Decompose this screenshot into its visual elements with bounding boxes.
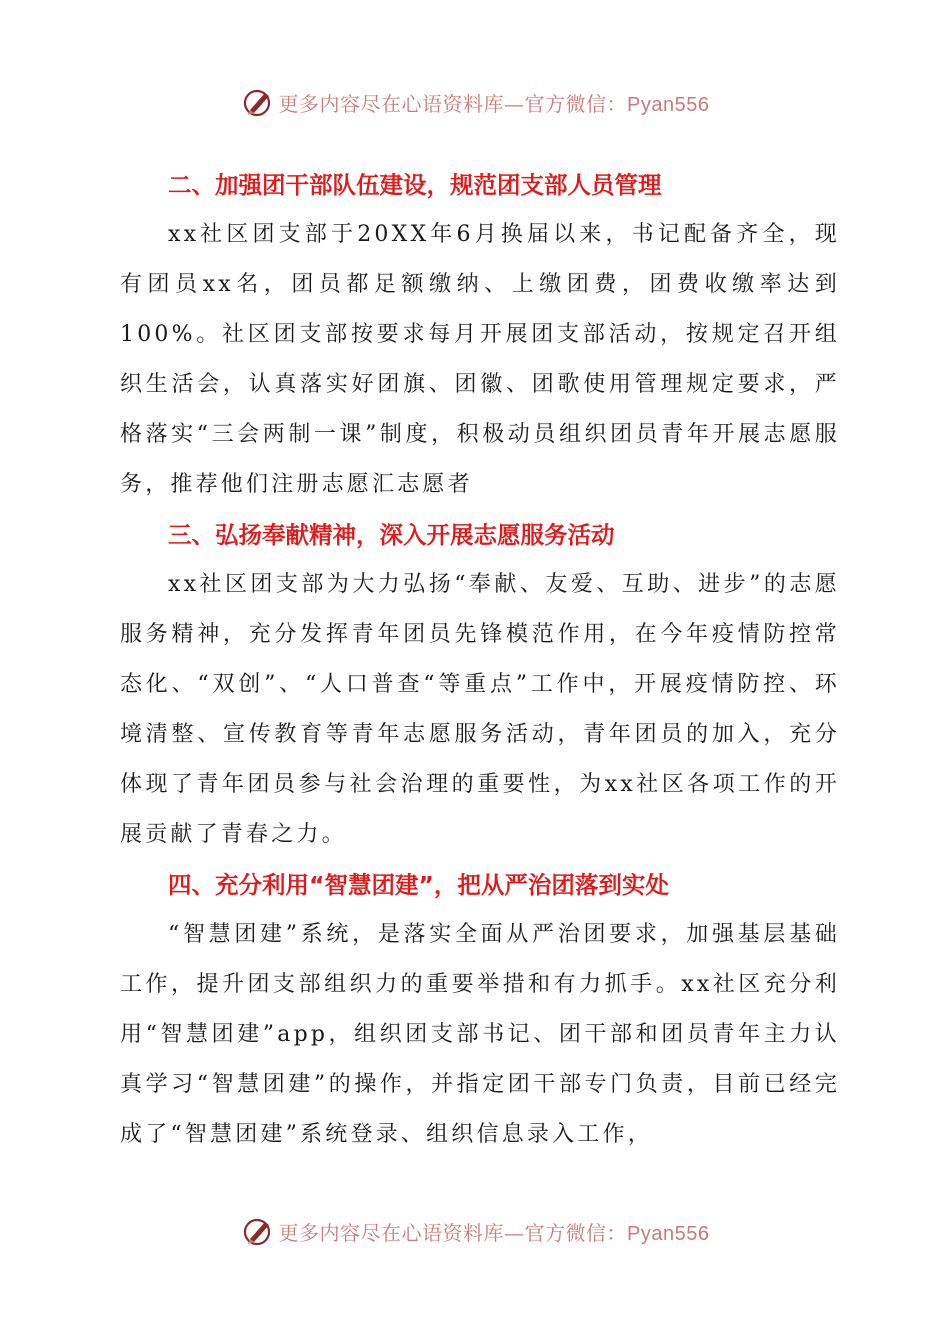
document-body bbox=[120, 160, 840, 1160]
section-heading-3: 三、弘扬奉献精神，深入开展志愿服务活动 bbox=[168, 521, 615, 549]
section-heading-4: 四、充分利用“智慧团建”，把从严治团落到实处 bbox=[168, 871, 669, 899]
section-paragraph-4: “智慧团建”系统，是落实全面从严治团要求，加强基层基础工作，提升团支部组织力的重要举措和有力抓手。xx社区充分利用“智慧团建”app，组织团支部书记、团干部和团员青年主力认真学习“智慧团建”的操作，并指定团干部专门负责，目前已经完成了“智慧团建”系统登录、组织信息录入工作， bbox=[120, 922, 840, 1147]
watermark-footer bbox=[0, 1211, 950, 1251]
watermark-text: 更多内容尽在心语资料库—官方微信：Pyan556 bbox=[278, 91, 710, 116]
watermark-header bbox=[0, 82, 950, 122]
pen-logo-icon bbox=[241, 85, 275, 119]
section-paragraph-3: xx社区团支部为大力弘扬“奉献、友爱、互助、进步”的志愿服务精神，充分发挥青年团员先锋模范作用，在今年疫情防控常态化、“双创”、“人口普查“等重点”工作中，开展疫情防控、环境清整、宣传教育等青年志愿服务活动，青年团员的加入，充分体现了青年团员参与社会治理的重要性，为xx社区各项工作的开展贡献了青春之力。 bbox=[120, 572, 840, 847]
watermark-text: 更多内容尽在心语资料库—官方微信：Pyan556 bbox=[278, 1220, 710, 1245]
section-heading-2: 二、加强团干部队伍建设，规范团支部人员管理 bbox=[168, 171, 662, 199]
section-paragraph-2: xx社区团支部于20XX年6月换届以来，书记配备齐全，现有团员xx名，团员都足额缴纳、上缴团费，团费收缴率达到100%。社区团支部按要求每月开展团支部活动，按规定召开组织生活会，认真落实好团旗、团徽、团歌使用管理规定要求，严格落实“三会两制一课”制度，积极动员组织团员青年开展志愿服务，推荐他们注册志愿汇志愿者 bbox=[120, 222, 840, 497]
pen-logo-icon bbox=[241, 1214, 275, 1248]
